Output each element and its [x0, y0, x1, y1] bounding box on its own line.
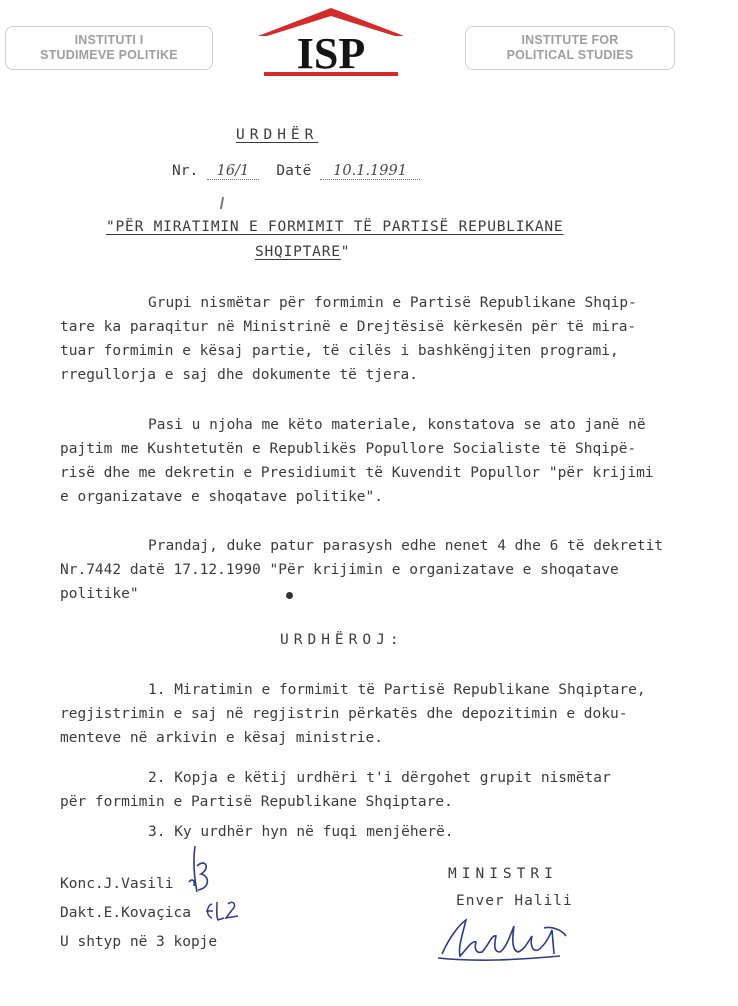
paragraph-1-line: rregullorja e saj dhe dokumente të tjera. [60, 367, 418, 383]
number-date-line [172, 163, 420, 180]
paragraph-3-line: Nr.7442 datë 17.12.1990 "Për krijimin e organizatave e shoqatave [60, 562, 619, 578]
institute-albanian-line2: STUDIMEVE POLITIKE [40, 48, 178, 62]
paragraph-2 [60, 413, 688, 509]
order-point-3-line: 3. Ky urdhër hyn në fuqi menjëherë. [148, 824, 454, 840]
document-title: URDHËR [236, 127, 319, 143]
order-point-2-line: 2. Kopja e këtij urdhëri t'i dërgohet grupit nismëtar [148, 770, 611, 786]
initials-signature-2 [202, 898, 242, 926]
paragraph-3 [60, 534, 688, 606]
date-label: Datë [276, 163, 312, 179]
paragraph-1-line: tuar formimin e kësaj partie, të cilës i bashkëngjiten programi, [60, 343, 619, 359]
order-point-1-line: 1. Miratimin e formimit të Partisë Republikane Shqiptare, [148, 682, 646, 698]
order-point-1 [60, 678, 688, 750]
initials-signature-1 [183, 842, 215, 896]
order-point-2-line: për formimin e Partisë Republikane Shqiptare. [60, 794, 453, 810]
ink-dot [286, 592, 293, 599]
paragraph-1 [60, 291, 688, 387]
paragraph-3-line: politike" [60, 586, 139, 602]
paragraph-2-line: e organizatave e shoqatave politike". [60, 489, 384, 505]
drafted-by: Konc.J.Vasili [60, 876, 174, 892]
institute-english-line1: INSTITUTE FOR [521, 33, 619, 47]
order-point-2 [60, 766, 688, 814]
order-point-1-line: regjistrimin e saj në regjistrin përkatës dhe depozitimin e doku- [60, 706, 628, 722]
institute-english-label [465, 26, 675, 70]
order-point-3 [60, 820, 688, 844]
minister-signature [436, 906, 586, 966]
subject-line-2 [255, 244, 350, 260]
paragraph-2-line: risë dhe me dekretin e Presidiumit të Kuvendit Popullor "për krijimi [60, 465, 654, 481]
institute-albanian-line1: INSTITUTI I [74, 33, 144, 47]
minister-name: Enver Halili [456, 893, 573, 909]
isp-logo [250, 6, 412, 82]
nr-value: 16/1 [207, 163, 259, 180]
minister-title: MINISTRI [448, 866, 558, 882]
institute-albanian-label [5, 26, 213, 70]
institute-english-line2: POLITICAL STUDIES [506, 48, 634, 62]
isp-logo-text: ISP [296, 29, 366, 78]
date-value: 10.1.1991 [320, 163, 420, 180]
paragraph-3-line: Prandaj, duke patur parasysh edhe nenet 4 dhe 6 të dekretit [148, 538, 664, 554]
paragraph-1-line: tare ka paraqitur në Ministrinë e Drejtësisë kërkesën për të mira- [60, 319, 637, 335]
paragraph-1-line: Grupi nismëtar për formimin e Partisë Republikane Shqip- [148, 295, 637, 311]
order-heading: URDHËROJ: [280, 632, 404, 648]
typed-by: Dakt.E.Kovaçica [60, 905, 191, 921]
order-point-1-line: menteve në arkivin e kësaj ministrie. [60, 730, 384, 746]
paragraph-2-line: Pasi u njoha me këto materiale, konstatova se ato janë në [148, 417, 646, 433]
nr-label: Nr. [172, 163, 199, 179]
pen-mark [220, 197, 224, 209]
copies-note: U shtyp në 3 kopje [60, 934, 218, 950]
subject-line-2-quote: " [340, 244, 351, 260]
subject-line-1: "PËR MIRATIMIN E FORMIMIT TË PARTISË REPUBLIKANE [106, 219, 564, 235]
subject-line-2-text: SHQIPTARE [255, 244, 341, 260]
paragraph-2-line: pajtim me Kushtetutën e Republikës Popullore Socialiste të Shqipë- [60, 441, 637, 457]
